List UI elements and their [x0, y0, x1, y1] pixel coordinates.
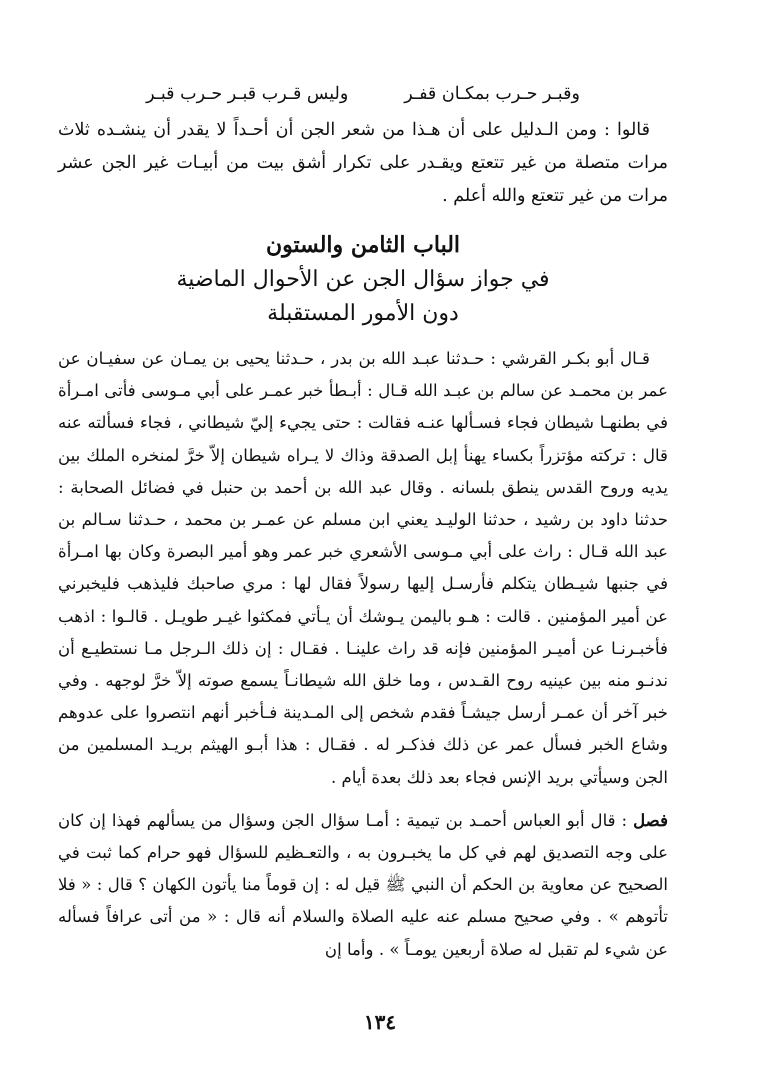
fasl-label: فصل: [633, 809, 668, 830]
page-number: ١٣٤: [363, 1010, 397, 1034]
fasl-text: : قال أبو العباس أحمـد بن تيمية : أمـا سؤال الجن وسؤال من يسألهم فهذا إن كان على وجه التصديق لهم في كل ما يخبـرون به ، والتعـظيم للسؤال فهو حرام كما ثبت في الصحيح عن معاوية بن الحكم أن النبي ﷺ قيل له : إن قوماً منا يأتون الكهان ؟ قال : « فلا تأتوهم » . وفي صحيح مسلم عنه عليه الصلاة والسلام أنه قال : « من أتى عرافاً فسأله عن شيء لم تقبل له صلاة أربعين يومـاً » . وأما إن: [58, 810, 668, 959]
intro-paragraph: قالوا : ومن الـدليل على أن هـذا من شعر الجن أن أحـداً لا يقدر أن ينشـده ثلاث مرات متصلة من غير تتعتع ويقـدر على تكرار أشق بيت من أبيـات غير الجن عشر مرات من غير تتعتع والله أعلم .: [58, 120, 668, 206]
chapter-subtitle-line-2: دون الأمور المستقبلة: [267, 301, 459, 326]
page-body: [58, 78, 668, 966]
verse-second-hemistich: وليس قـرب قبـر حـرب قبـر: [146, 84, 349, 104]
main-paragraph: قـال أبو بكـر القرشي : حـدثنا عبـد الله بن بدر ، حـدثنا يحيى بن يمـان عن سفيـان عن عمر بن محمـد عن سالم بن عبـد الله قـال : أبـطأ خبر عمـر على أبي مـوسى فأتى امـرأة في بطنهـا شيطان فجاء فسـألها عنـه فقالت : حتى يجيء إليّ شيطاني ، فجاء فسألته عنه قال : تركته مؤتزراً بكساء يهنأ إبل الصدقة وذاك لا يـراه شيطان إلاّ خرَّ لمنخره الملك بين يديه وروح القدس ينطق بلسانه . وقال عبد الله بن أحمد بن حنبل في فضائل الصحابة : حدثنا داود بن رشيد ، حدثنا الوليـد يعني ابن مسلم عن عمـر بن محمد ، حـدثنا سـالم بن عبد الله قـال : راث على أبي مـوسى الأشعري خبر عمر وهو أمير البصرة وكان بها امـرأة في جنبها شيـطان يتكلم فأرسـل إليها رسولاً فقال لها : مري صاحبك فليذهب فليخبرني عن أمير المؤمنين . قالت : هـو باليمن يـوشك أن يـأتي فمكثوا غيـر طويـل . قالـوا : اذهب فأخبـرنـا عن أميـر المؤمنين فإنه قد راث علينـا . فقـال : إن ذلك الـرجل مـا نستطيـع أن ندنـو منه بين عينيه روح القـدس ، وما خلق الله شيطانـاً يسمع صوته إلاّ خرَّ لوجهه . وفي خبر آخر أن عمـر أرسل جيشـاً فقدم شخص إلى المـدينة فـأخبر أنهم انتصروا على عدوهم وشاع الخبر فسأل عمر عن ذلك فذكـر له . فقـال : هذا أبـو الهيثم بريـد المسلمين من الجن وسيأتي بريد الإنس فجاء بعد ذلك بعدة أيام .: [58, 349, 668, 787]
chapter-title: الباب الثامن والستون: [265, 232, 461, 258]
verse-first-hemistich: وقبـر حـرب بمكـان قفـر: [404, 84, 580, 104]
chapter-subtitle-line-1: في جواز سؤال الجن عن الأحوال الماضية: [176, 267, 550, 292]
poem-verse: [58, 78, 668, 110]
fasl-paragraph: [58, 804, 668, 966]
